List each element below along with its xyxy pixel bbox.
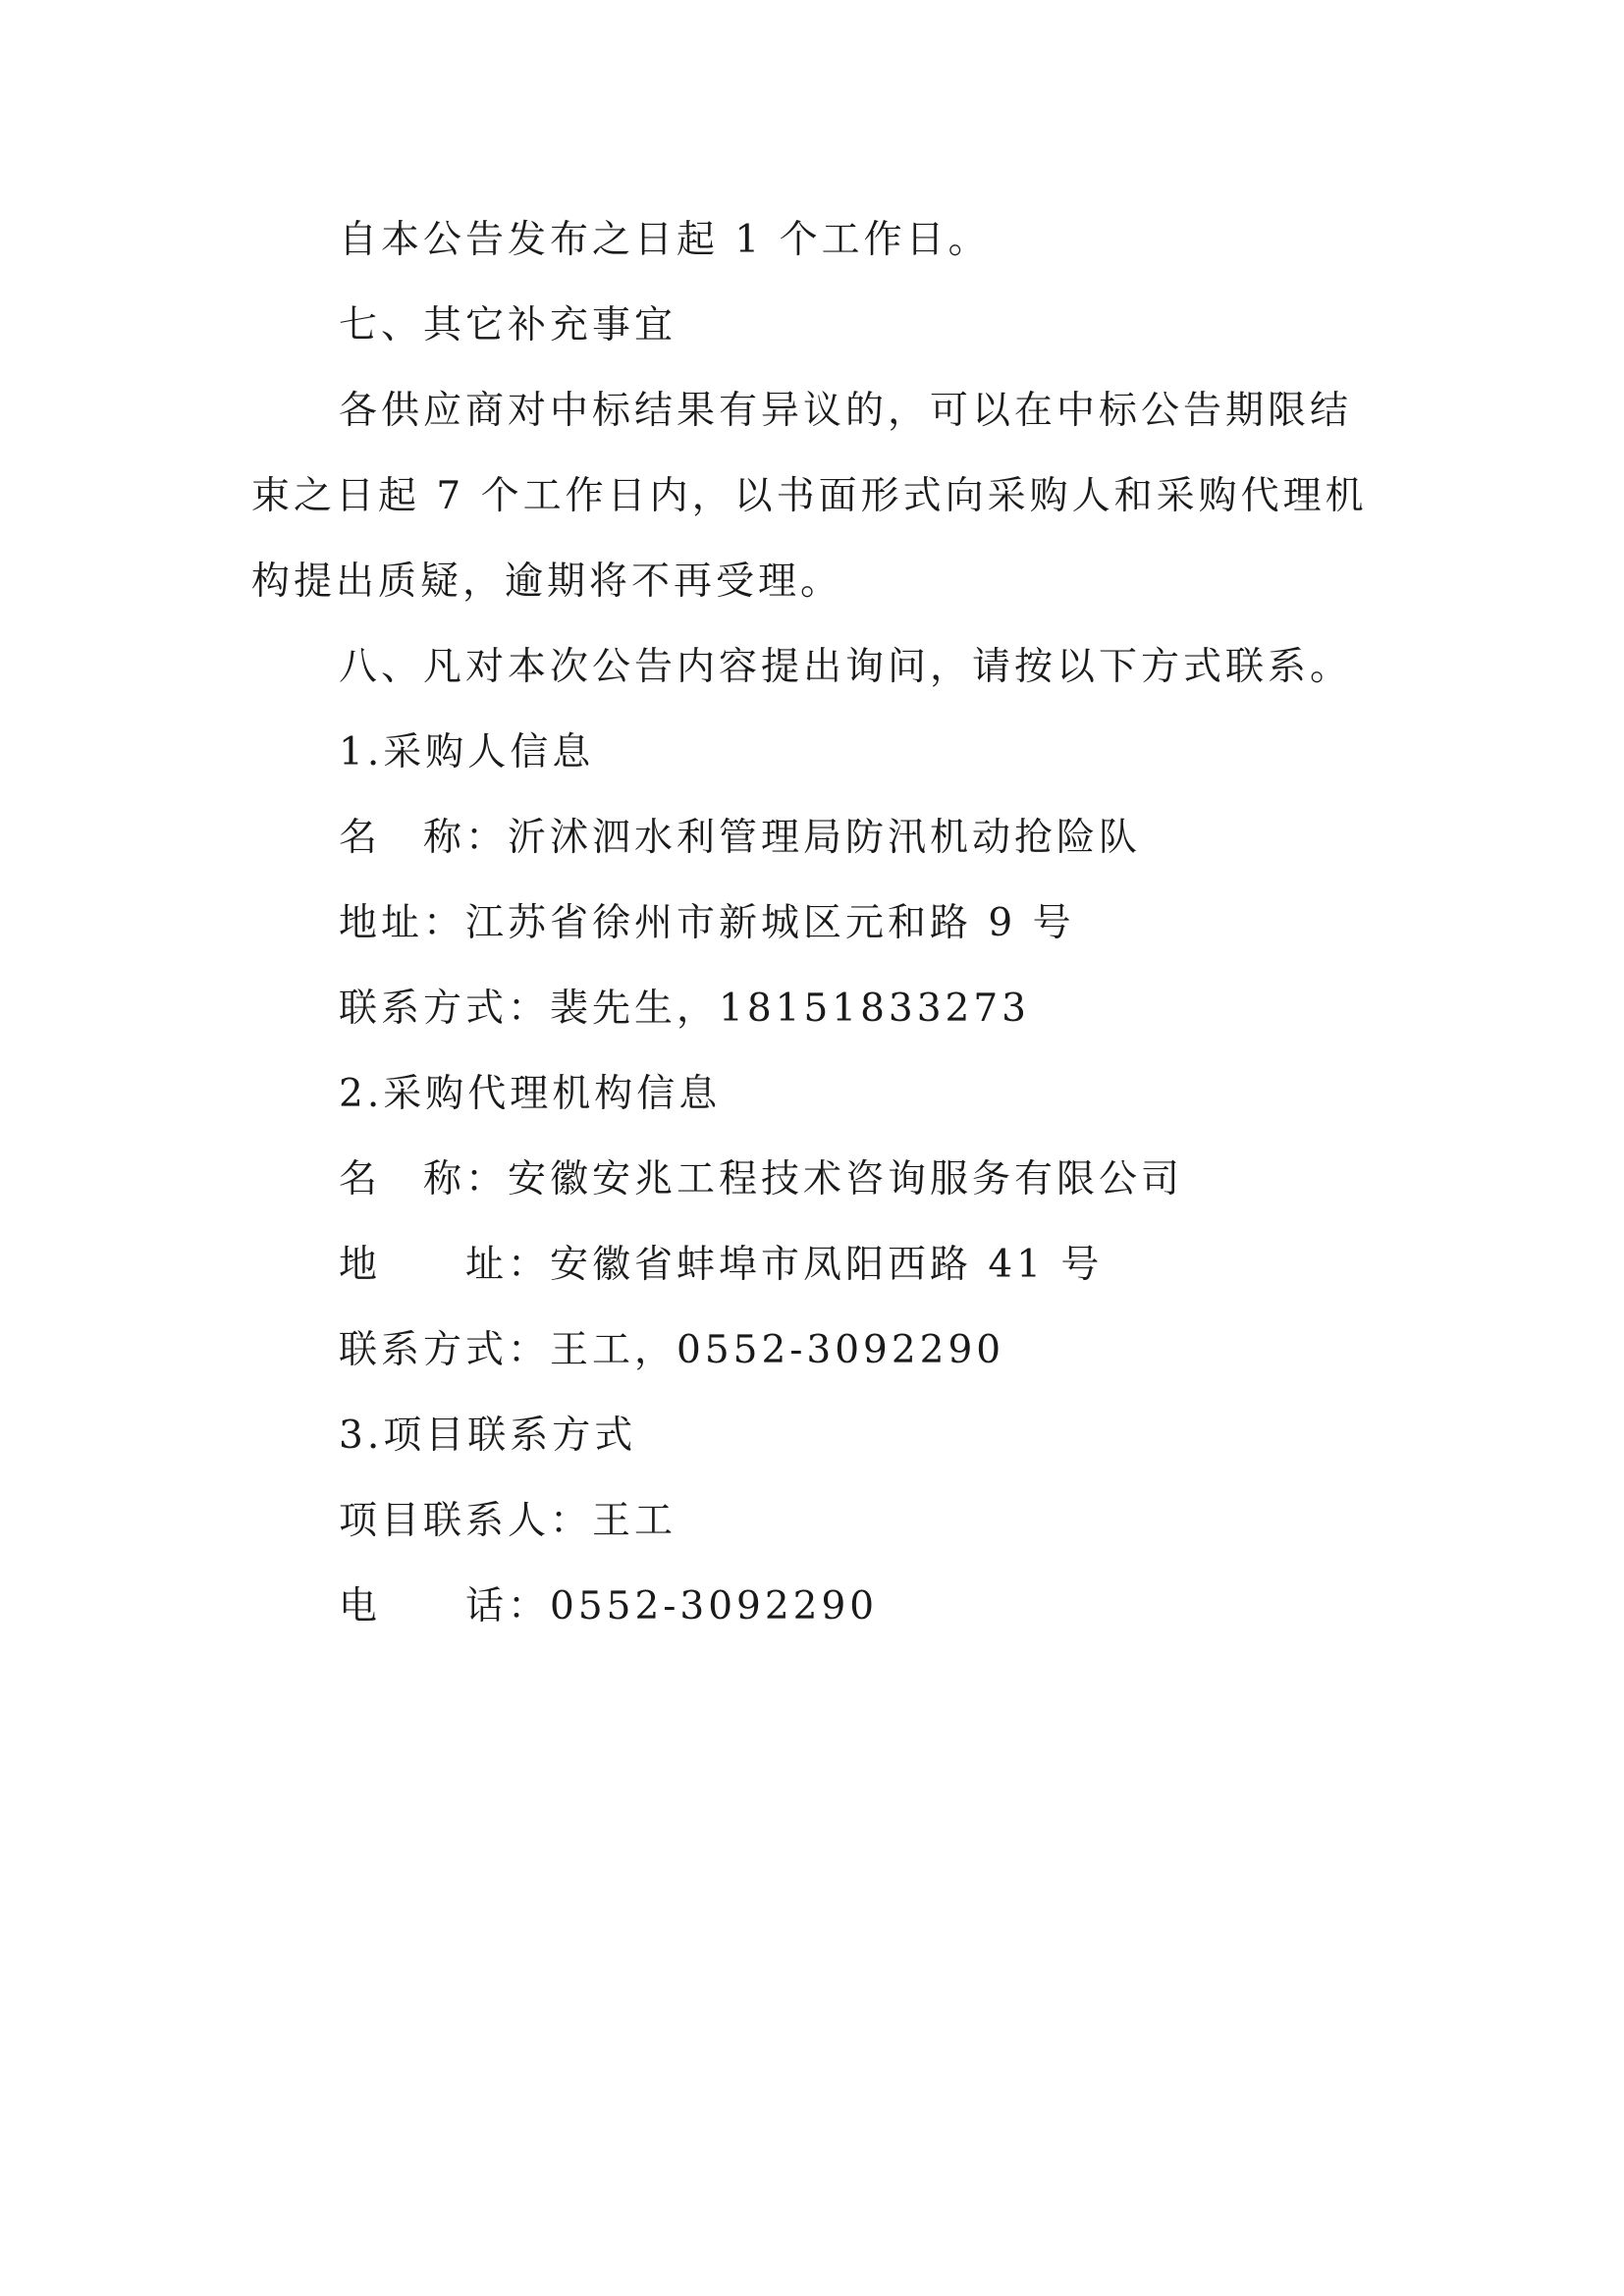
section-heading-contact: 八、凡对本次公告内容提出询问，请按以下方式联系。: [339, 645, 1353, 689]
purchaser-address: 地址：江苏省徐州市新城区元和路 9 号: [339, 901, 1075, 945]
purchaser-name: 名 称：沂沭泗水利管理局防汛机动抢险队: [339, 816, 1142, 860]
agency-contact: 联系方式：王工，0552-3092290: [339, 1328, 1005, 1372]
purchaser-contact: 联系方式：裴先生，18151833273: [339, 987, 1030, 1031]
project-contact-person: 项目联系人：王工: [339, 1499, 677, 1543]
paragraph-announcement-period: 自本公告发布之日起 1 个工作日。: [339, 218, 991, 262]
subheading-agency-info: 2.采购代理机构信息: [339, 1072, 722, 1116]
section-heading-other-matters: 七、其它补充事宜: [339, 303, 677, 347]
agency-name: 名 称：安徽安兆工程技术咨询服务有限公司: [339, 1157, 1184, 1201]
subheading-purchaser-info: 1.采购人信息: [339, 730, 595, 774]
project-contact-phone: 电 话：0552-3092290: [339, 1584, 879, 1629]
subheading-project-contact: 3.项目联系方式: [339, 1414, 637, 1458]
paragraph-objection-line-3: 构提出质疑，逾期将不再受理。: [251, 560, 843, 604]
paragraph-objection-line-1: 各供应商对中标结果有异议的，可以在中标公告期限结: [339, 389, 1353, 433]
agency-address: 地 址：安徽省蚌埠市凤阳西路 41 号: [339, 1243, 1104, 1287]
paragraph-objection-line-2: 束之日起 7 个工作日内，以书面形式向采购人和采购代理机: [251, 474, 1368, 518]
